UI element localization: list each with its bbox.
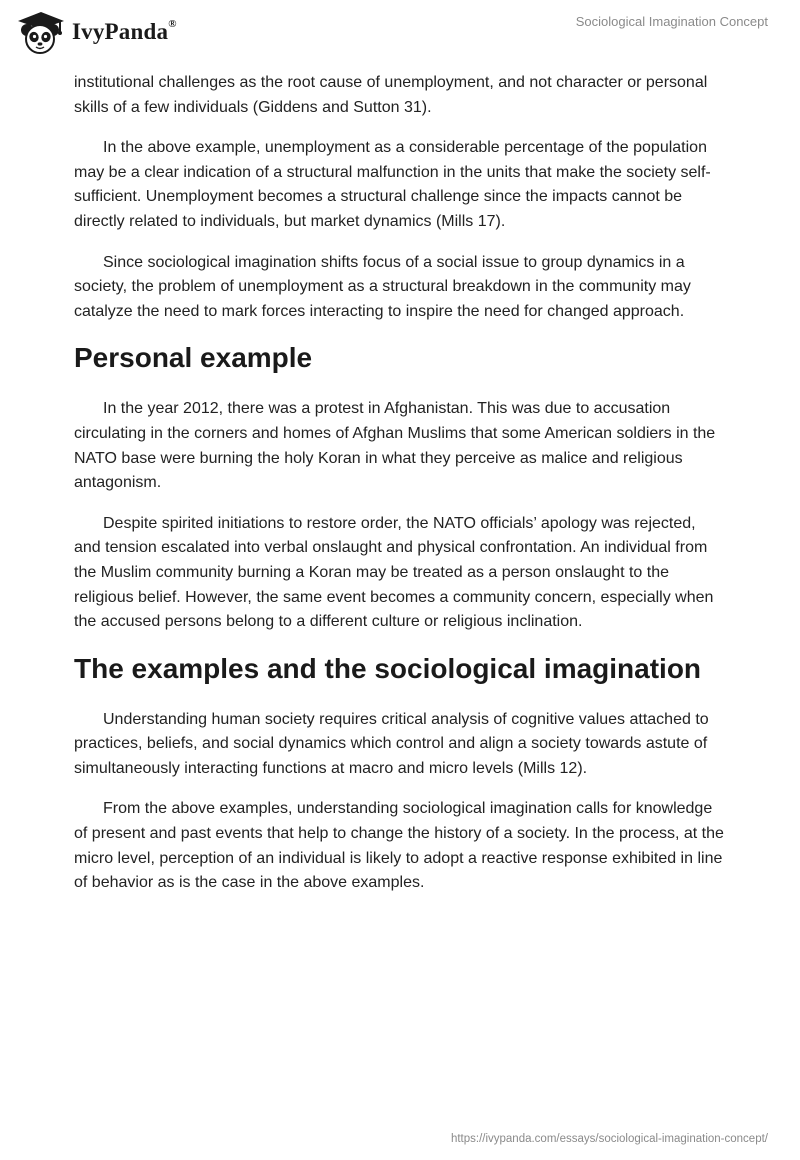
heading-examples-sociological-imagination: The examples and the sociological imagination [74, 652, 702, 684]
paragraph-3: Since sociological imagination shifts focus of a social issue to group dynamics in a society, the problem of unemployment as a structural breakdown in the community may catalyze the need to mark forces interacting to inspire the need for changed approach. [74, 253, 691, 320]
paragraph-5: Despite spirited initiations to restore order, the NATO officials’ apology was rejected, and tension escalated into verbal onslaught and physical confrontation. An individual from the Muslim community burning a Koran may be treated as a person onslaught to the religious belief. However, the same event becomes a community concern, especially when the accused persons belong to a different culture or religious inclination. [74, 514, 714, 631]
paragraph-1: institutional challenges as the root cause of unemployment, and not character or personal skills of a few individuals (Giddens and Sutton 31). [74, 74, 708, 116]
paragraph-4: In the year 2012, there was a protest in Afghanistan. This was due to accusation circulating in the corners and homes of Afghan Muslims that some American soldiers in the NATO base were burning the holy Koran in what they perceive as malice and religious antagonism. [74, 400, 716, 492]
paragraph-6: Understanding human society requires critical analysis of cognitive values attached to practices, beliefs, and social dynamics which control and align a society towards astute of simultaneously interacting functions at macro and micro levels (Mills 12). [74, 710, 709, 777]
paragraph-2: In the above example, unemployment as a considerable percentage of the population may be a clear indication of a structural malfunction in the units that make the society self-sufficient. Unemployment becomes a structural challenge since the impacts cannot be directly related to individuals, but market dynamics (Mills 17). [74, 139, 711, 230]
paragraph-7: From the above examples, understanding sociological imagination calls for knowledge of present and past events that help to change the history of a society. In the process, at the micro level, perception of an individual is likely to adopt a reactive response exhibited in line of behavior as is the case in the above examples. [74, 800, 724, 892]
essay-content [74, 71, 724, 912]
page-header [0, 0, 800, 60]
ivypanda-logo[interactable] [14, 10, 177, 54]
heading-personal-example: Personal example [74, 342, 313, 374]
document-title: Sociological Imagination Concept [575, 14, 768, 29]
brand-name: IvyPanda® [72, 18, 177, 44]
panda-graduate-icon [14, 10, 66, 54]
source-url[interactable]: https://ivypanda.com/essays/sociological-imagination-concept/ [450, 1133, 768, 1145]
